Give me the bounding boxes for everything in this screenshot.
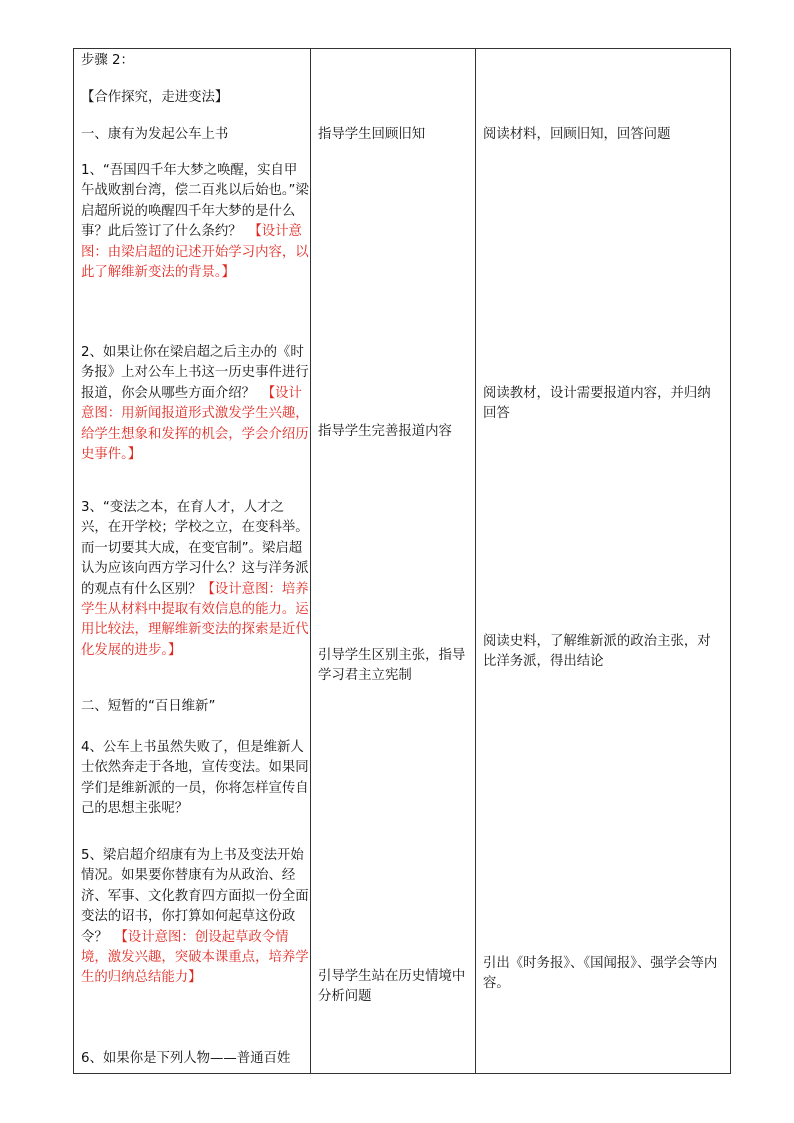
question-2: 2、如果让你在梁启超之后主办的《时务报》上对公车上书这一历史事件进行报道，你会从哪些方面介绍？ 【设计意图：用新闻报道形式激发学生兴趣，给学生想象和发挥的机会，学会介绍历史事件。】 bbox=[81, 345, 309, 463]
student-activity: 引出《时务报》、《国闻报》、强学会等内容。 bbox=[483, 956, 718, 992]
teacher-activity: 指导学生完善报道内容 bbox=[318, 424, 452, 439]
design-intent: 【设计意图：培养学生从材料中提取有效信息的能力。运用比较法，理解维新变法的探索是近代化发展的进步。】 bbox=[81, 581, 309, 658]
question-3: 3、“变法之本，在育人才，人才之兴，在开学校；学校之立，在变科举。而一切要其大成，在变官制”。梁启超认为应该向西方学习什么？这与洋务派的观点有什么区别？【设计意图：培养学生从材料中提取有效信息的能力。运用比较法，理解维新变法的探索是近代化发展的进步。】 bbox=[81, 500, 309, 658]
design-intent: 【设计意图：创设起草政令情境，激发兴趣，突破本课重点，培养学生的归纳总结能力】 bbox=[81, 929, 309, 986]
design-intent: 【设计意图：由梁启超的记述开始学习内容，以此了解维新变法的背景。】 bbox=[81, 224, 309, 281]
section-heading: 一、康有为发起公车上书 bbox=[81, 127, 229, 142]
teacher-activity: 引导学生区别主张，指导学习君主立宪制 bbox=[318, 648, 466, 684]
section-title: 【合作探究，走进变法】 bbox=[81, 90, 229, 105]
section-heading: 二、短暂的“百日维新” bbox=[81, 699, 216, 714]
teacher-activity: 指导学生回顾旧知 bbox=[318, 127, 426, 142]
design-intent: 【设计意图：用新闻报道形式激发学生兴趣，给学生想象和发挥的机会，学会介绍历史事件。】 bbox=[81, 385, 309, 463]
teacher-activity: 引导学生站在历史情境中分析问题 bbox=[318, 969, 466, 1005]
lesson-plan-table bbox=[73, 48, 731, 1074]
question-5: 5、梁启超介绍康有为上书及变法开始情况。如果要你替康有为从政治、经济、军事、文化教育四方面拟一份全面变法的诏书，你打算如何起草这份政令？ 【设计意图：创设起草政令情境，激发兴趣，突破本课重点，培养学生的归纳总结能力】 bbox=[81, 848, 309, 986]
student-activity: 阅读教材，设计需要报道内容，并归纳回答 bbox=[483, 386, 711, 422]
question-1: 1、“吾国四千年大梦之唤醒，实自甲午战败割台湾，偿二百兆以后始也。”梁启超所说的唤醒四千年大梦的是什么事？此后签订了什么条约？ 【设计意图：由梁启超的记述开始学习内容，以此了解维新变法的背景。】 bbox=[81, 163, 309, 281]
question-6: 6、如果你是下列人物——普通百姓 bbox=[81, 1051, 291, 1066]
column-divider bbox=[475, 49, 476, 1073]
question-4: 4、公车上书虽然失败了，但是维新人士依然奔走于各地，宣传变法。如果同学们是维新派的一员，你将怎样宣传自己的思想主张呢？ bbox=[81, 740, 309, 817]
student-activity: 阅读材料，回顾旧知，回答问题 bbox=[483, 127, 671, 142]
step-label: 步骤 2： bbox=[81, 53, 134, 68]
student-activity: 阅读史料，了解维新派的政治主张，对比洋务派，得出结论 bbox=[483, 634, 711, 670]
column-divider bbox=[310, 49, 311, 1073]
